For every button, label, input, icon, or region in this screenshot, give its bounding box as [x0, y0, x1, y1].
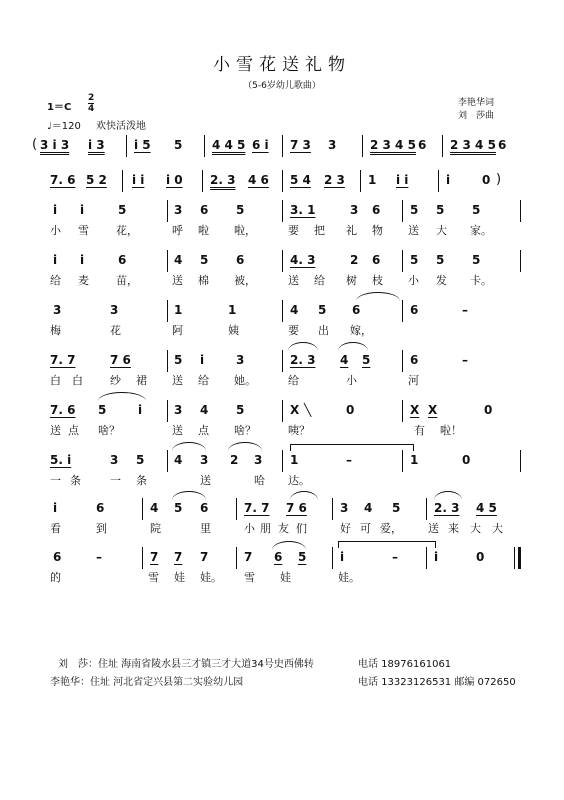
- contact-address: 刘 莎：住址 海南省陵水县三才镇三才大道34号史西佛转: [58, 659, 314, 670]
- tempo-marking: [47, 117, 146, 132]
- note: 6: [200, 501, 209, 515]
- lyric: 送: [50, 424, 61, 437]
- barline: [402, 450, 403, 472]
- lyric: 嫁，: [350, 324, 372, 337]
- barline: [282, 135, 283, 157]
- barline: [426, 498, 427, 520]
- song-title: 小雪花送礼物: [213, 55, 351, 75]
- song-subtitle: （5-6岁幼儿歌曲）: [243, 81, 321, 91]
- lyric: 看: [50, 522, 61, 535]
- note: 5: [174, 138, 183, 152]
- lyric: 里: [200, 522, 211, 535]
- barline: [167, 250, 168, 272]
- note: 3: [53, 303, 62, 317]
- note: 5: [174, 501, 183, 515]
- barline: [282, 170, 283, 192]
- dash: –: [346, 453, 352, 467]
- barline: [167, 450, 168, 472]
- lyrics-line-7: [0, 520, 564, 536]
- lyric: 树: [346, 274, 357, 287]
- note-group: 5 2: [86, 173, 107, 187]
- dash: –: [392, 550, 398, 564]
- note: 5: [236, 403, 245, 417]
- lyrics-line-6: [0, 472, 564, 488]
- lyric: 大: [492, 522, 503, 535]
- note: 6: [236, 253, 245, 267]
- expression-marking: 欢快活泼地: [96, 121, 146, 132]
- note: 3: [174, 403, 183, 417]
- lyric: 花: [110, 324, 121, 337]
- barline: [142, 547, 143, 569]
- note: 5: [436, 253, 445, 267]
- note: 5: [410, 253, 419, 267]
- lyric: 雪: [148, 571, 159, 584]
- note: 3: [328, 138, 337, 152]
- lyric: 白: [72, 374, 83, 387]
- key-signature: 1＝C: [47, 102, 72, 113]
- lyric: 要: [288, 224, 299, 237]
- note-group: 3. 1: [290, 203, 316, 217]
- lyric: 纱: [110, 374, 121, 387]
- rest: 0: [482, 173, 491, 187]
- note: i: [200, 353, 205, 367]
- barline: [142, 498, 143, 520]
- note: 4: [174, 453, 183, 467]
- lyric: 给: [288, 374, 299, 387]
- lyric: 小: [408, 274, 419, 287]
- lyric: 爱，: [380, 522, 402, 535]
- lyric: 姨: [228, 324, 239, 337]
- note-group: i 0: [166, 173, 183, 187]
- lyric: 送: [428, 522, 439, 535]
- final-barline: [518, 547, 521, 569]
- barline: [167, 200, 168, 222]
- note: 5: [98, 403, 107, 417]
- lyric: 雪: [244, 571, 255, 584]
- barline: [402, 300, 403, 322]
- note: 5: [410, 203, 419, 217]
- lyric: 的: [50, 571, 61, 584]
- lyric: 被，: [234, 274, 256, 287]
- lyric: 条: [70, 474, 81, 487]
- intro-paren-close: ): [496, 172, 502, 187]
- lyric: 小: [346, 374, 357, 387]
- lyric: 来: [448, 522, 459, 535]
- lyric: 发: [436, 274, 447, 287]
- note-group: 4. 3: [290, 253, 316, 267]
- note-group: 2 3 4 5: [370, 138, 416, 152]
- lyric: 们: [296, 522, 307, 535]
- barline: [282, 450, 283, 472]
- lyric: 小: [244, 522, 255, 535]
- lyric: 裙: [136, 374, 147, 387]
- lyric: 友: [278, 522, 289, 535]
- note: 4: [364, 501, 373, 515]
- barline: [122, 170, 123, 192]
- lyric: 可: [360, 522, 371, 535]
- note-group: 2 3 4 5: [450, 138, 496, 152]
- note: 1: [410, 453, 419, 467]
- note: i: [138, 403, 143, 417]
- note-group: 2 3: [324, 173, 345, 187]
- note: 6: [372, 253, 381, 267]
- lyric: 小: [50, 224, 61, 237]
- barline: [426, 547, 427, 569]
- lyric: 家。: [470, 224, 492, 237]
- note: 5: [318, 303, 327, 317]
- note: i: [80, 203, 85, 217]
- note: 1: [368, 173, 377, 187]
- lyric: 娃: [280, 571, 291, 584]
- note: 2: [350, 253, 359, 267]
- note-group: 7. 7: [244, 501, 270, 515]
- note: 4: [290, 303, 299, 317]
- lyric: 枝: [372, 274, 383, 287]
- barline: [282, 200, 283, 222]
- lyric: 河: [408, 374, 419, 387]
- lyric: 花，: [116, 224, 138, 237]
- note: 7: [244, 550, 253, 564]
- lyric: 好: [340, 522, 351, 535]
- lyrics-line-5: [0, 422, 564, 438]
- lyric: 啦，: [234, 224, 256, 237]
- rest: 0: [476, 550, 485, 564]
- barline: [167, 300, 168, 322]
- lyric: 院: [150, 522, 161, 535]
- lyric: 阿: [172, 324, 183, 337]
- lyric: 给: [50, 274, 61, 287]
- barline: [362, 135, 363, 157]
- note-group: 4 4 5: [212, 138, 246, 152]
- barline: [204, 135, 205, 157]
- note: i: [53, 501, 58, 515]
- lyric: 送: [408, 224, 419, 237]
- lyric: 要: [288, 324, 299, 337]
- lyric: 达。: [288, 474, 310, 487]
- lyric: 送: [172, 424, 183, 437]
- lyric: 点: [68, 424, 79, 437]
- note: 4: [174, 253, 183, 267]
- note: i: [53, 253, 58, 267]
- note: 1: [290, 453, 299, 467]
- note: 3: [236, 353, 245, 367]
- author-contact-1: [58, 655, 452, 670]
- note-group: i i: [132, 173, 145, 187]
- lyrics-line-4: [0, 372, 564, 388]
- lyrics-line-8: [0, 569, 564, 585]
- lyric: 物: [372, 224, 383, 237]
- dash: –: [462, 303, 468, 317]
- note: i: [434, 550, 439, 564]
- rhythm-x: X: [428, 403, 438, 417]
- lyric: 娃: [174, 571, 185, 584]
- lyric: 点: [198, 424, 209, 437]
- note-group: i 5: [134, 138, 151, 152]
- note-group: 3 i 3: [40, 138, 70, 152]
- note: 6: [53, 550, 62, 564]
- lyric: 娃。: [200, 571, 222, 584]
- lyric: 送: [172, 274, 183, 287]
- composer-credit: 刘 莎曲: [458, 111, 495, 121]
- lyric: 大: [436, 224, 447, 237]
- note: 6: [352, 303, 361, 317]
- note: 5: [236, 203, 245, 217]
- lyric: 条: [136, 474, 147, 487]
- lyricist-credit: 李艳华词: [458, 98, 495, 108]
- lyric: 给: [314, 274, 325, 287]
- barline: [402, 250, 403, 272]
- note: 3: [200, 453, 209, 467]
- note: 5: [436, 203, 445, 217]
- barline: [332, 547, 333, 569]
- note: 7: [174, 550, 183, 564]
- rhythm-x: X: [290, 403, 300, 417]
- author-contact-2: [50, 673, 516, 688]
- lyric: 啥？: [98, 424, 120, 437]
- lyric: 卡。: [470, 274, 492, 287]
- intro-paren-open: (: [32, 137, 38, 152]
- lyric: 到: [96, 522, 107, 535]
- lyric: 送: [172, 374, 183, 387]
- score-row-2: [0, 170, 564, 196]
- lyric: 啦: [198, 224, 209, 237]
- time-signature: [88, 93, 94, 114]
- lyric: 一: [110, 474, 121, 487]
- lyric: 出: [318, 324, 329, 337]
- barline: [360, 170, 361, 192]
- lyric: 朋: [260, 522, 271, 535]
- barline: [126, 135, 127, 157]
- barline: [402, 400, 403, 422]
- note-group: 5 4: [290, 173, 311, 187]
- note: 4: [200, 403, 209, 417]
- note-group: 7. 6: [50, 403, 76, 417]
- contact-address: 李艳华：住址 河北省定兴县第二实验幼儿园: [50, 677, 244, 688]
- note-group: 4 6: [248, 173, 269, 187]
- lyric: 雪: [78, 224, 89, 237]
- barline: [282, 250, 283, 272]
- barline: [282, 400, 283, 422]
- lyric: 礼: [346, 224, 357, 237]
- note: i: [446, 173, 451, 187]
- meter-bottom: 4: [88, 104, 95, 114]
- lyric: 给: [198, 374, 209, 387]
- note: 6: [118, 253, 127, 267]
- lyrics-line-3: [0, 322, 564, 338]
- note-group: 6 i: [252, 138, 269, 152]
- note: i: [53, 203, 58, 217]
- note: 3: [350, 203, 359, 217]
- lyric: 哈: [254, 474, 265, 487]
- note: 6: [410, 353, 419, 367]
- barline: [167, 400, 168, 422]
- note: 1: [228, 303, 237, 317]
- lyrics-line-2: [0, 272, 564, 288]
- lyric: 啥？: [234, 424, 256, 437]
- lyric: 有: [414, 424, 425, 437]
- note: 3: [110, 303, 119, 317]
- barline: [442, 135, 443, 157]
- note: 7: [200, 550, 209, 564]
- lyric: 苗，: [116, 274, 138, 287]
- lyric: 咦？: [288, 424, 310, 437]
- note-group: 2. 3: [210, 173, 236, 187]
- lyric: 她。: [234, 374, 256, 387]
- note: 6: [410, 303, 419, 317]
- note: 6: [372, 203, 381, 217]
- note: 4: [340, 353, 349, 367]
- note: 4: [150, 501, 159, 515]
- note-group: 7 3: [290, 138, 311, 152]
- lyric: 送: [200, 474, 211, 487]
- barline: [520, 250, 521, 272]
- note-group: 7 6: [110, 353, 131, 367]
- note: 1: [174, 303, 183, 317]
- barline: [202, 170, 203, 192]
- contact-phone: 电话 13323126531 邮编 072650: [358, 677, 516, 688]
- barline: [402, 200, 403, 222]
- note-group: i 3: [88, 138, 105, 152]
- note: 3: [174, 203, 183, 217]
- barline: [402, 350, 403, 372]
- note: 6: [498, 138, 507, 152]
- lyric: 大: [470, 522, 481, 535]
- note: 3: [340, 501, 349, 515]
- rest: 0: [462, 453, 471, 467]
- tempo-value: ♩＝120: [47, 121, 81, 132]
- lyric: 一: [50, 474, 61, 487]
- note-group: 7. 6: [50, 173, 76, 187]
- note: i: [340, 550, 345, 564]
- note-group: i i: [396, 173, 409, 187]
- dash: –: [96, 550, 102, 564]
- note: 7: [150, 550, 159, 564]
- note: 5: [298, 550, 307, 564]
- contact-phone: 电话 18976161061: [358, 659, 452, 670]
- note: 3: [110, 453, 119, 467]
- lyric: 棉: [198, 274, 209, 287]
- rhythm-x: X: [410, 403, 420, 417]
- barline: [167, 350, 168, 372]
- note: 3: [254, 453, 263, 467]
- note: 6: [274, 550, 283, 564]
- note: 5: [174, 353, 183, 367]
- lyric: 把: [314, 224, 325, 237]
- note: 5: [472, 203, 481, 217]
- barline: [332, 498, 333, 520]
- glissando-mark: ╲: [304, 403, 312, 417]
- note: 6: [418, 138, 427, 152]
- lyric: 呼: [172, 224, 183, 237]
- barline: [282, 350, 283, 372]
- barline: [282, 300, 283, 322]
- note-group: 2. 3: [290, 353, 316, 367]
- lyrics-line-1: [0, 222, 564, 238]
- note-group: 5. i: [50, 453, 72, 467]
- meter-top: 2: [88, 93, 95, 103]
- note: 5: [392, 501, 401, 515]
- note: 5: [118, 203, 127, 217]
- score-row-1: [0, 135, 564, 161]
- lyric: 麦: [78, 274, 89, 287]
- lyric: 送: [288, 274, 299, 287]
- barline: [520, 200, 521, 222]
- note-group: 7 6: [286, 501, 307, 515]
- note: 5: [136, 453, 145, 467]
- note: 2: [230, 453, 239, 467]
- barline: [236, 547, 237, 569]
- dash: –: [462, 353, 468, 367]
- lyric: 娃。: [338, 571, 360, 584]
- barline: [520, 450, 521, 472]
- note: 5: [472, 253, 481, 267]
- note-group: 7. 7: [50, 353, 76, 367]
- lyric: 梅: [50, 324, 61, 337]
- rest: 0: [346, 403, 355, 417]
- note: 6: [96, 501, 105, 515]
- note: 5: [362, 353, 371, 367]
- lyric: 白: [50, 374, 61, 387]
- note-group: 2. 3: [434, 501, 460, 515]
- note: 5: [200, 253, 209, 267]
- note: 6: [200, 203, 209, 217]
- barline: [438, 170, 439, 192]
- barline: [236, 498, 237, 520]
- barline: [514, 547, 515, 569]
- rest: 0: [484, 403, 493, 417]
- lyric: 啦！: [440, 424, 462, 437]
- note-group: 4 5: [476, 501, 497, 515]
- note: i: [80, 253, 85, 267]
